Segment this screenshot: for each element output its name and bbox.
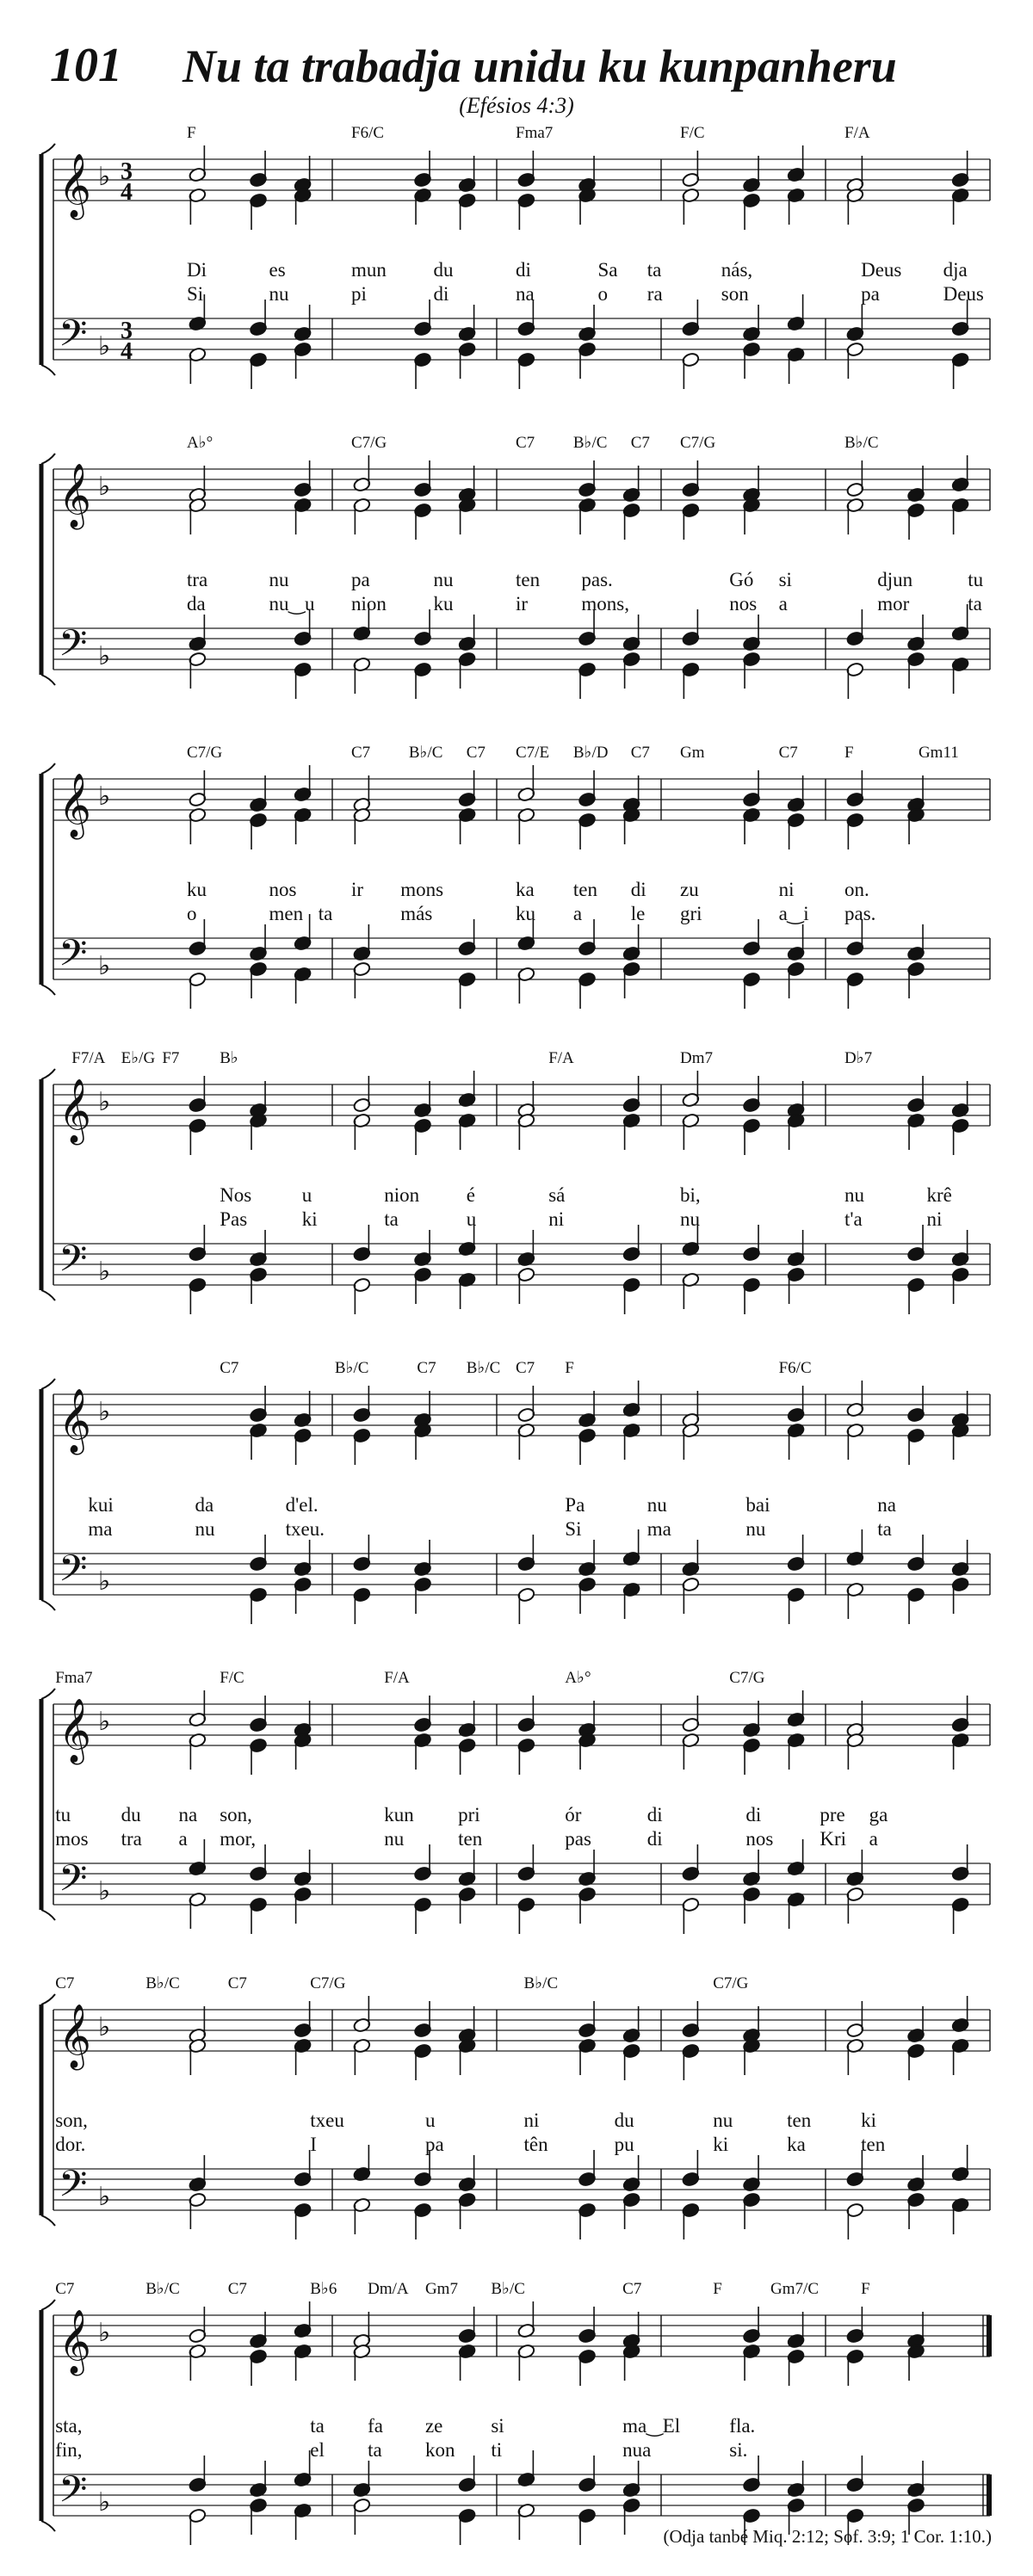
lyric-verse-1: na <box>178 1804 198 1825</box>
chord-symbol: E♭/G <box>121 1049 156 1067</box>
lyric-verse-1: son, <box>55 2110 88 2131</box>
treble-clef: 𝄞 <box>59 1080 91 1141</box>
chord-symbol: B♭6 <box>310 2280 337 2298</box>
chord-symbol: B♭/C <box>466 1359 501 1377</box>
key-signature-flat: ♭ <box>98 163 111 191</box>
lyric-verse-2: nu <box>680 1208 700 1230</box>
lyric-verse-2: mos <box>55 1828 89 1850</box>
lyric-verse-2: más <box>400 903 433 924</box>
chord-symbol: B♭/C <box>408 744 443 762</box>
chord-symbol: C7 <box>630 434 650 452</box>
lyric-verse-1: mons <box>400 879 444 900</box>
key-signature-flat: ♭ <box>98 1088 111 1116</box>
lyric-verse-1: Gó <box>729 569 754 590</box>
chord-symbol: Fma7 <box>55 1669 93 1687</box>
chord-symbol: F/C <box>220 1669 244 1687</box>
final-barline-treble <box>987 2315 992 2357</box>
lyric-verse-2: ta <box>318 903 333 924</box>
lyric-verse-1: fla. <box>729 2415 756 2437</box>
bracket-hook-bottom <box>41 2521 55 2531</box>
chord-symbol: B♭/C <box>844 434 879 452</box>
bracket-hook-top <box>41 2300 55 2310</box>
chord-symbol: F/C <box>680 124 705 142</box>
lyric-verse-1: pas. <box>581 569 613 590</box>
bass-clef: 𝄢 <box>59 624 88 673</box>
chord-symbol: F/A <box>384 1669 410 1687</box>
bracket-hook-bottom <box>41 1600 55 1610</box>
chord-symbol: D♭7 <box>844 1049 873 1067</box>
bass-clef: 𝄢 <box>59 314 88 363</box>
lyric-verse-1: Deus <box>861 259 902 281</box>
lyric-verse-2: kon <box>424 2439 455 2461</box>
key-signature-flat: ♭ <box>98 952 111 980</box>
lyric-verse-1: ki <box>861 2110 876 2131</box>
lyric-verse-2: el <box>310 2439 325 2461</box>
time-signature-top: 3 <box>121 158 133 185</box>
lyric-verse-2: a <box>572 903 583 924</box>
chord-symbol: C7/G <box>310 1974 346 1992</box>
chord-symbol: C7 <box>516 434 535 452</box>
lyric-verse-2: ta <box>368 2439 382 2461</box>
chord-symbol: C7/G <box>351 434 387 452</box>
bracket-hook-top <box>41 763 55 774</box>
lyric-verse-1: ni <box>778 879 795 900</box>
lyric-verse-2: a <box>178 1828 188 1850</box>
lyric-verse-2: na <box>516 283 535 305</box>
chord-symbol: B♭/C <box>523 1974 559 1992</box>
lyric-verse-2: ti <box>491 2439 503 2461</box>
lyric-verse-1: ir <box>351 879 364 900</box>
chord-symbol: C7/G <box>187 744 223 762</box>
chord-symbol: F7/A <box>71 1049 106 1067</box>
chord-symbol: C7 <box>417 1359 436 1377</box>
lyric-verse-2: txeu. <box>285 1518 325 1540</box>
lyric-verse-1: pri <box>458 1804 480 1825</box>
bass-clef: 𝄢 <box>59 2165 88 2214</box>
lyric-verse-2: Kri <box>820 1828 847 1850</box>
lyric-verse-2: I <box>310 2134 317 2155</box>
lyric-verse-1: di <box>516 259 531 281</box>
lyric-verse-1: dja <box>943 259 968 281</box>
lyric-verse-1: di <box>745 1804 762 1825</box>
lyric-verse-1: du <box>433 259 454 281</box>
lyric-verse-1: ni <box>523 2110 540 2131</box>
chord-symbol: C7 <box>622 2280 642 2298</box>
key-signature-flat: ♭ <box>98 2013 111 2042</box>
lyric-verse-1: kui <box>88 1494 114 1516</box>
bracket-hook-bottom <box>41 1290 55 1300</box>
chord-symbol: F <box>861 2280 870 2298</box>
lyric-verse-1: pre <box>820 1804 845 1825</box>
bracket-hook-bottom <box>41 985 55 995</box>
lyric-verse-2: ni <box>548 1208 565 1230</box>
lyric-verse-2: ra <box>646 283 663 305</box>
lyric-verse-1: nu <box>646 1494 667 1516</box>
lyric-verse-1: du <box>121 1804 141 1825</box>
scripture-reference: (Efésios 4:3) <box>459 93 574 118</box>
bracket-hook-bottom <box>41 365 55 375</box>
lyric-verse-1: ku <box>187 879 207 900</box>
lyric-verse-2: ma <box>646 1518 671 1540</box>
key-signature-flat: ♭ <box>98 2488 111 2517</box>
bracket-hook-top <box>41 454 55 464</box>
bracket-hook-top <box>41 144 55 154</box>
bass-clef: 𝄢 <box>59 1859 88 1908</box>
bracket-hook-top <box>41 1689 55 1699</box>
lyric-verse-2: tên <box>523 2134 548 2155</box>
chord-symbol: B♭/C <box>491 2280 525 2298</box>
lyric-verse-2: da <box>187 593 206 615</box>
lyric-verse-1: ten <box>516 569 541 590</box>
chord-symbol: B♭/C <box>572 434 608 452</box>
key-signature-flat: ♭ <box>98 1567 111 1596</box>
chord-symbol: C7 <box>227 2280 247 2298</box>
chord-symbol: C7/G <box>713 1974 749 1992</box>
lyric-verse-2: mor <box>877 593 910 615</box>
lyric-verse-1: ma‿El <box>622 2415 681 2437</box>
bass-clef: 𝄢 <box>59 934 88 983</box>
chord-symbol: C7 <box>55 2280 75 2298</box>
lyric-verse-2: ta <box>877 1518 892 1540</box>
chord-symbol: Dm/A <box>368 2280 409 2298</box>
lyric-verse-2: ni <box>926 1208 943 1230</box>
key-signature-flat: ♭ <box>98 1257 111 1286</box>
lyric-verse-1: ze <box>424 2415 443 2437</box>
lyric-verse-2: pa <box>861 283 880 305</box>
bass-clef: 𝄢 <box>59 1549 88 1598</box>
lyric-verse-1: u <box>301 1184 312 1206</box>
lyric-verse-1: sá <box>548 1184 566 1206</box>
chord-symbol: F6/C <box>778 1359 812 1377</box>
lyric-verse-2: pa <box>424 2134 444 2155</box>
footnote-references: (Odja tanbé Miq. 2:12; Sof. 3:9; 1 Cor. 1:10.) <box>663 2526 992 2547</box>
lyric-verse-1: pa <box>351 569 370 590</box>
lyric-verse-1: ga <box>869 1804 888 1825</box>
chord-symbol: C7 <box>778 744 798 762</box>
lyric-verse-2: nu <box>195 1518 215 1540</box>
lyric-verse-2: tra <box>121 1828 142 1850</box>
lyric-verse-2: a <box>869 1828 878 1850</box>
lyric-verse-2: mons, <box>581 593 629 615</box>
lyric-verse-2: nion <box>351 593 387 615</box>
key-signature-flat: ♭ <box>98 332 111 361</box>
lyric-verse-2: Si <box>187 283 204 305</box>
lyric-verse-2: ka <box>787 2134 806 2155</box>
chord-symbol: B♭/D <box>572 744 609 762</box>
key-signature-flat: ♭ <box>98 1708 111 1736</box>
lyric-verse-1: nu <box>269 569 289 590</box>
final-barline-bass <box>987 2474 992 2516</box>
bracket-hook-top <box>41 1994 55 2005</box>
key-signature-flat: ♭ <box>98 2319 111 2347</box>
lyric-verse-2: a‿i <box>778 903 809 924</box>
lyric-verse-1: d'el. <box>285 1494 319 1516</box>
bracket-hook-top <box>41 1379 55 1389</box>
lyric-verse-1: na <box>877 1494 896 1516</box>
lyric-verse-1: si <box>778 569 792 590</box>
lyric-verse-1: krê <box>926 1184 952 1206</box>
lyric-verse-2: nu <box>745 1518 766 1540</box>
lyric-verse-2: Deus <box>943 283 984 305</box>
bracket-hook-bottom <box>41 2215 55 2226</box>
lyric-verse-2: pas. <box>844 903 876 924</box>
lyric-verse-2: ir <box>516 593 529 615</box>
lyric-verse-1: tra <box>187 569 208 590</box>
lyric-verse-2: nos <box>729 593 758 615</box>
treble-clef: 𝄞 <box>59 775 91 836</box>
lyric-verse-2: pi <box>351 283 367 305</box>
chord-symbol: C7 <box>55 1974 75 1992</box>
chord-symbol: Dm7 <box>680 1049 713 1067</box>
lyric-verse-1: nion <box>384 1184 420 1206</box>
treble-clef: 𝄞 <box>59 1390 91 1451</box>
lyric-verse-1: bi, <box>680 1184 701 1206</box>
key-signature-flat: ♭ <box>98 1398 111 1426</box>
lyric-verse-2: ta <box>384 1208 399 1230</box>
lyric-verse-1: on. <box>844 879 869 900</box>
chord-symbol: B♭/C <box>334 1359 369 1377</box>
chord-symbol: C7 <box>227 1974 247 1992</box>
chord-symbol: Gm <box>680 744 705 762</box>
chord-symbol: F6/C <box>351 124 385 142</box>
hymn-title: Nu ta trabadja unidu ku kunpanheru <box>182 40 897 92</box>
lyric-verse-2: pas <box>565 1828 591 1850</box>
chord-symbol: F/A <box>548 1049 574 1067</box>
lyric-verse-1: zu <box>680 879 699 900</box>
lyric-verse-2: o <box>187 903 197 924</box>
lyric-verse-2: mor, <box>220 1828 257 1850</box>
lyric-verse-2: dor. <box>55 2134 86 2155</box>
key-signature-flat: ♭ <box>98 782 111 811</box>
lyric-verse-2: gri <box>680 903 702 924</box>
time-signature-top: 3 <box>121 318 133 344</box>
lyric-verse-1: ten <box>787 2110 812 2131</box>
lyric-verse-1: son, <box>220 1804 252 1825</box>
lyric-verse-1: mun <box>351 259 387 281</box>
chord-symbol: Gm11 <box>918 744 959 762</box>
lyric-verse-2: nu <box>269 283 289 305</box>
key-signature-flat: ♭ <box>98 1877 111 1906</box>
time-signature-bottom: 4 <box>121 179 133 206</box>
chord-symbol: F <box>565 1359 574 1377</box>
bracket-hook-bottom <box>41 1910 55 1920</box>
treble-clef: 𝄞 <box>59 155 91 216</box>
lyric-verse-1: fa <box>368 2415 383 2437</box>
lyric-verse-1: Pa <box>565 1494 585 1516</box>
lyric-verse-1: nu <box>844 1184 864 1206</box>
lyric-verse-2: fin, <box>55 2439 83 2461</box>
lyric-verse-2: u <box>466 1208 477 1230</box>
lyric-verse-2: ki <box>713 2134 729 2155</box>
lyric-verse-1: da <box>195 1494 214 1516</box>
lyric-verse-1: Di <box>187 259 207 281</box>
chord-symbol: C7 <box>351 744 371 762</box>
lyric-verse-2: ku <box>516 903 535 924</box>
lyric-verse-2: di <box>433 283 449 305</box>
lyric-verse-1: u <box>424 2110 436 2131</box>
treble-clef: 𝄞 <box>59 2311 91 2372</box>
lyric-verse-2: nu‿u <box>269 593 315 615</box>
lyric-verse-1: ta <box>646 259 662 281</box>
lyric-verse-1: djun <box>877 569 913 590</box>
chord-symbol: A♭° <box>187 434 213 452</box>
treble-clef: 𝄞 <box>59 1700 91 1761</box>
lyric-verse-1: sta, <box>55 2415 83 2437</box>
treble-clef: 𝄞 <box>59 465 91 526</box>
lyric-verse-1: ór <box>565 1804 582 1825</box>
chord-symbol: F <box>187 124 196 142</box>
lyric-verse-1: Nos <box>220 1184 252 1206</box>
chord-symbol: Gm7 <box>424 2280 458 2298</box>
lyric-verse-2: a <box>778 593 788 615</box>
chord-symbol: C7/G <box>680 434 716 452</box>
chord-symbol: Gm7/C <box>770 2280 820 2298</box>
lyric-verse-2: Pas <box>220 1208 248 1230</box>
lyric-verse-1: kun <box>384 1804 414 1825</box>
lyric-verse-1: ka <box>516 879 535 900</box>
treble-clef: 𝄞 <box>59 2005 91 2066</box>
chord-symbol: C7 <box>516 1359 535 1377</box>
chord-symbol: F7 <box>162 1049 180 1067</box>
chord-symbol: B♭ <box>220 1049 238 1067</box>
lyric-verse-2: le <box>630 903 646 924</box>
chord-symbol: F/A <box>844 124 870 142</box>
lyric-verse-1: ten <box>572 879 597 900</box>
lyric-verse-2: ku <box>433 593 454 615</box>
lyric-verse-2: ten <box>861 2134 886 2155</box>
chord-symbol: A♭° <box>565 1669 591 1687</box>
bass-clef: 𝄢 <box>59 1239 88 1288</box>
chord-symbol: C7/G <box>729 1669 765 1687</box>
lyric-verse-2: nu <box>384 1828 405 1850</box>
lyric-verse-2: ki <box>301 1208 318 1230</box>
lyric-verse-1: di <box>646 1804 663 1825</box>
lyric-verse-2: di <box>646 1828 663 1850</box>
chord-symbol: F <box>844 744 854 762</box>
lyric-verse-2: pu <box>614 2134 634 2155</box>
lyric-verse-2: son <box>721 283 749 305</box>
lyric-verse-2: Si <box>565 1518 582 1540</box>
lyric-verse-1: du <box>614 2110 634 2131</box>
chord-symbol: F <box>713 2280 722 2298</box>
key-signature-flat: ♭ <box>98 473 111 501</box>
lyric-verse-2: ten <box>458 1828 483 1850</box>
lyric-verse-1: bai <box>745 1494 770 1516</box>
lyric-verse-1: es <box>269 259 286 281</box>
lyric-verse-1: di <box>630 879 646 900</box>
key-signature-flat: ♭ <box>98 2183 111 2211</box>
chord-symbol: C7/E <box>516 744 550 762</box>
lyric-verse-2: si. <box>729 2439 748 2461</box>
lyric-verse-1: ta <box>310 2415 325 2437</box>
lyric-verse-2: o <box>597 283 608 305</box>
chord-symbol: B♭/C <box>145 2280 180 2298</box>
bracket-hook-top <box>41 1069 55 1079</box>
lyric-verse-2: ta <box>968 593 982 615</box>
lyric-verse-1: Sa <box>597 259 618 281</box>
lyric-verse-2: t'a <box>844 1208 863 1230</box>
lyric-verse-2: ma <box>88 1518 113 1540</box>
lyric-verse-1: nás, <box>721 259 753 281</box>
chord-symbol: C7 <box>630 744 650 762</box>
chord-symbol: C7 <box>466 744 486 762</box>
key-signature-flat: ♭ <box>98 642 111 670</box>
bracket-hook-bottom <box>41 675 55 685</box>
lyric-verse-1: txeu <box>310 2110 344 2131</box>
lyric-verse-1: nos <box>269 879 297 900</box>
lyric-verse-1: si <box>491 2415 504 2437</box>
lyric-verse-1: é <box>466 1184 475 1206</box>
chord-symbol: C7 <box>220 1359 239 1377</box>
chord-symbol: B♭/C <box>145 1974 180 1992</box>
hymn-number: 101 <box>50 39 122 92</box>
chord-symbol: Fma7 <box>516 124 554 142</box>
lyric-verse-1: nu <box>713 2110 733 2131</box>
lyric-verse-2: nos <box>745 1828 774 1850</box>
lyric-verse-2: men <box>269 903 304 924</box>
bass-clef: 𝄢 <box>59 2470 88 2519</box>
time-signature-bottom: 4 <box>121 338 133 365</box>
lyric-verse-1: tu <box>55 1804 71 1825</box>
lyric-verse-1: tu <box>968 569 984 590</box>
lyric-verse-2: nua <box>622 2439 652 2461</box>
lyric-verse-1: nu <box>433 569 454 590</box>
